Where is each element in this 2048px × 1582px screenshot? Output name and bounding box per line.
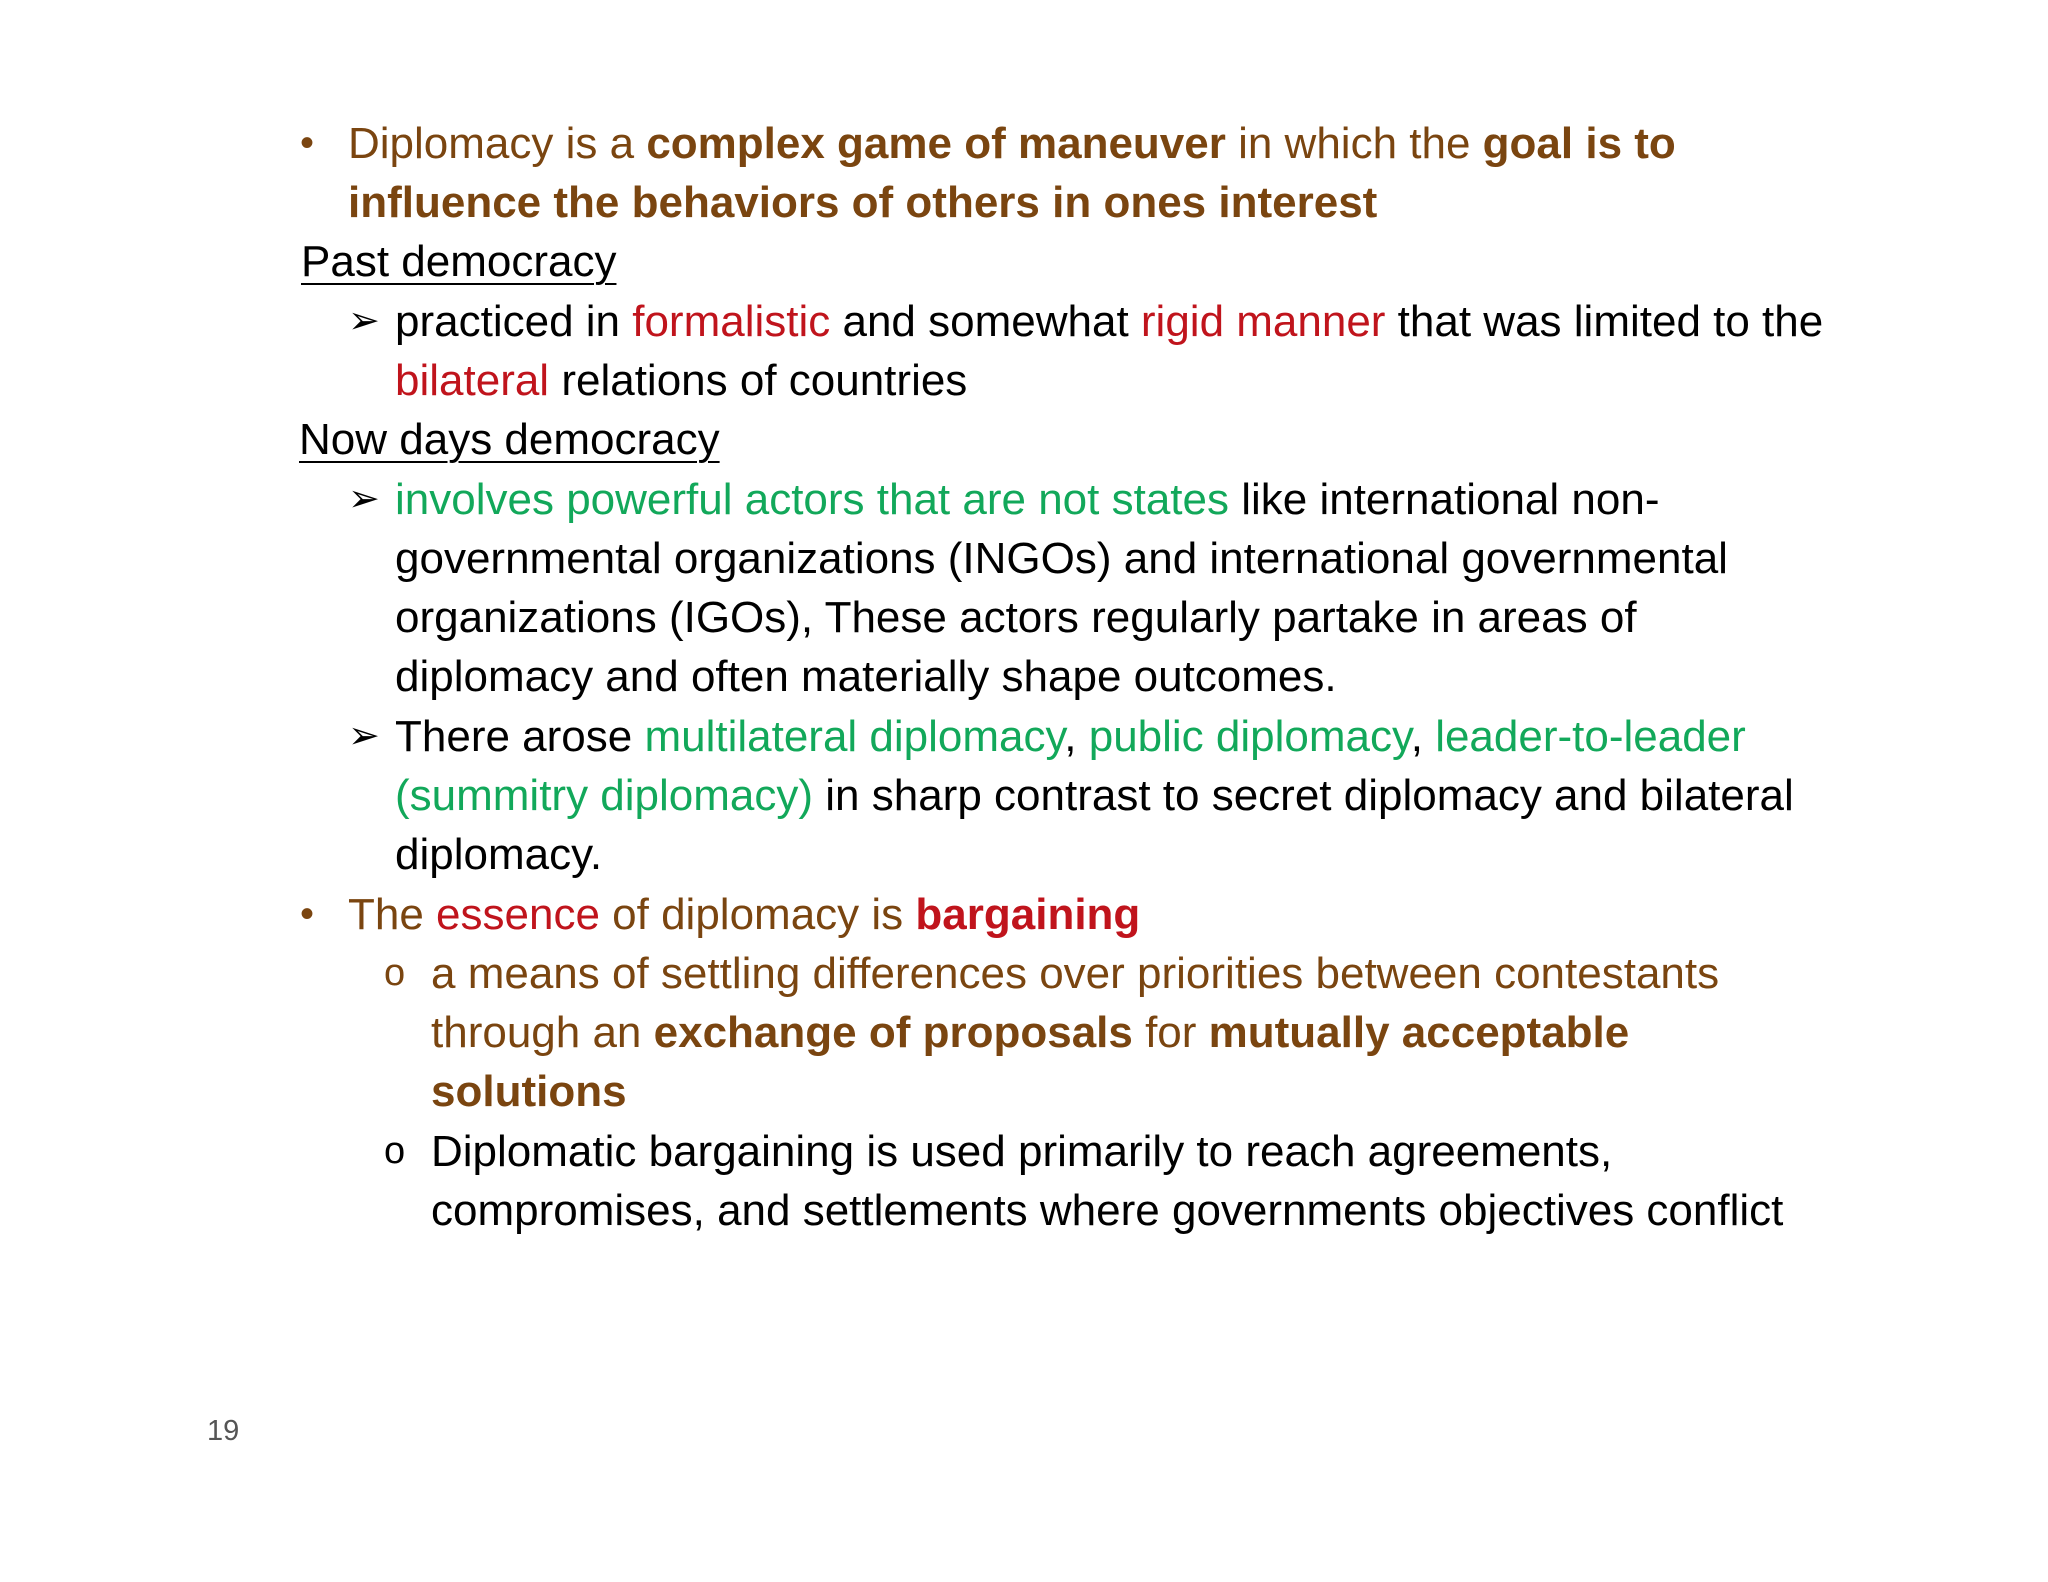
text-run-red: bilateral (395, 356, 550, 405)
text-run-green: involves powerful actors that are not states (395, 475, 1229, 524)
past-item-line1 (395, 292, 1823, 351)
arrowhead-bullet-icon: ➢ (348, 715, 380, 757)
now-item2-line1 (395, 707, 1746, 766)
text-run: The (348, 890, 437, 939)
text-run-bold: exchange of proposals (653, 1008, 1133, 1057)
text-run-bold: influence the behaviors of others in ones interest (348, 178, 1378, 227)
text-run-green: multilateral diplomacy (644, 712, 1065, 761)
text-run-red: rigid manner (1140, 297, 1386, 346)
past-democracy-heading: Past democracy (301, 237, 617, 286)
text-run: and somewhat (830, 297, 1141, 346)
text-run-green: public diplomacy (1088, 712, 1411, 761)
text-run-green: (summitry diplomacy) (395, 771, 814, 820)
bullet1-line1 (348, 114, 1676, 173)
text-run: Diplomacy is a (348, 119, 647, 168)
bullet2-line1 (348, 885, 1140, 944)
text-run: in which the (1225, 119, 1483, 168)
bullet2-sub1-line2 (431, 1003, 1629, 1062)
text-run-red: essence (436, 890, 600, 939)
now-item2-line2 (395, 766, 1794, 825)
text-run-green: leader-to-leader (1435, 712, 1746, 761)
dot-bullet-icon: • (300, 892, 315, 936)
text-run: for (1132, 1008, 1209, 1057)
hollow-circle-bullet-icon: o (384, 952, 406, 994)
now-item2-line3: diplomacy. (395, 830, 603, 879)
text-run: , (1410, 712, 1436, 761)
page-number: 19 (207, 1415, 240, 1447)
now-item1-line4: diplomacy and often materially shape outcomes. (395, 652, 1337, 701)
text-run: There arose (395, 712, 645, 761)
now-item1-line3: organizations (IGOs), These actors regularly partake in areas of (395, 593, 1637, 642)
now-item1-line2: governmental organizations (INGOs) and international governmental (395, 534, 1728, 583)
now-days-democracy-heading: Now days democracy (299, 415, 720, 464)
arrowhead-bullet-icon: ➢ (348, 300, 380, 342)
now-item1-line1 (395, 470, 1659, 529)
text-run: , (1064, 712, 1089, 761)
text-run-red-bold: bargaining (915, 890, 1141, 939)
text-run: through an (431, 1008, 654, 1057)
text-run-bold: goal is to (1482, 119, 1676, 168)
text-run: of diplomacy is (599, 890, 916, 939)
text-run: relations of countries (549, 356, 968, 405)
bullet2-sub2-line1: Diplomatic bargaining is used primarily to reach agreements, (431, 1127, 1613, 1176)
bullet2-sub1-line3: solutions (431, 1067, 627, 1116)
arrowhead-bullet-icon: ➢ (348, 478, 380, 520)
text-run-bold: mutually acceptable (1208, 1008, 1630, 1057)
bullet2-sub1-line1: a means of settling differences over priorities between contestants (431, 949, 1720, 998)
bullet1-line2 (348, 173, 1377, 232)
text-run: that was limited to the (1385, 297, 1824, 346)
text-run: practiced in (395, 297, 633, 346)
text-run-bold: complex game of maneuver (646, 119, 1226, 168)
text-run: in sharp contrast to secret diplomacy and bilateral (813, 771, 1794, 820)
past-item-line2 (395, 351, 967, 410)
hollow-circle-bullet-icon: o (384, 1130, 406, 1172)
bullet2-sub2-line2: compromises, and settlements where governments objectives conflict (431, 1186, 1784, 1235)
text-run: like international non- (1228, 475, 1660, 524)
dot-bullet-icon: • (300, 121, 315, 165)
text-run-red: formalistic (632, 297, 831, 346)
